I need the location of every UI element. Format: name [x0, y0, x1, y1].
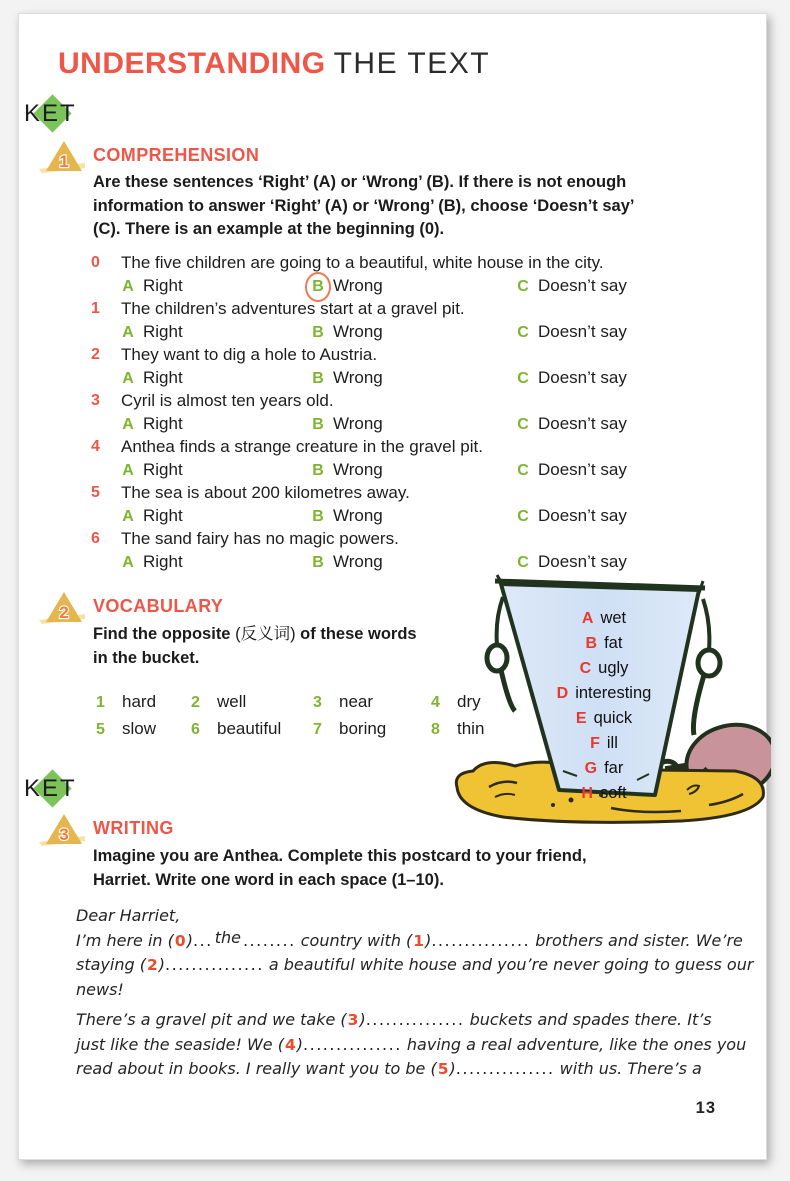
postcard-paragraph: [76, 1008, 766, 1082]
postcard: [76, 904, 766, 1088]
questions-list: [91, 251, 756, 573]
blank-dots: ...............: [431, 930, 531, 950]
bucket-item: [494, 606, 714, 631]
option-a: [121, 366, 311, 390]
option-letter: B: [312, 508, 324, 525]
option-letter: B: [312, 554, 324, 571]
blank-dots: ........: [242, 930, 296, 950]
option-label: Right: [143, 506, 183, 525]
vocab-item: [96, 719, 191, 746]
vocabulary-instruction-line: in the bucket.: [93, 648, 200, 667]
blank-number: 5: [437, 1060, 449, 1078]
question-text: The five children are going to a beautiful, white house in the city.: [121, 253, 604, 272]
question-number: 6: [91, 530, 100, 547]
postcard-text: having a real adventure, like the ones you: [401, 1034, 747, 1054]
bucket-item: [494, 781, 714, 806]
option-label: Wrong: [333, 368, 383, 387]
option-label: Wrong: [333, 460, 383, 479]
bucket-word: ill: [606, 734, 618, 752]
option-letter: A: [122, 508, 134, 525]
question-statement: [91, 435, 756, 458]
question-item: [91, 343, 756, 389]
option-letter: B: [312, 324, 324, 341]
vocab-word: near: [339, 692, 374, 711]
option-letter: A: [122, 324, 134, 341]
question-item: [91, 435, 756, 481]
bucket-letter: H: [581, 785, 593, 802]
ket-badge-bottom: [21, 769, 131, 813]
blank-number: 1: [413, 931, 425, 950]
option-letter: C: [517, 370, 529, 387]
question-options: [121, 320, 756, 344]
question-item: [91, 251, 756, 297]
option-label: Wrong: [333, 276, 383, 295]
question-statement: [91, 527, 756, 550]
instruction-line: information to answer ‘Right’ (A) or ‘Wrong’ (B), choose ‘Doesn’t say’: [93, 196, 635, 215]
vocab-item: [191, 692, 313, 719]
vocab-number: 3: [313, 694, 322, 711]
instruction-text: of these words: [295, 625, 417, 643]
option-b: [311, 412, 516, 436]
postcard-text: staying (: [76, 955, 146, 974]
vocab-item: [96, 692, 191, 719]
option-label: Doesn’t say: [538, 460, 627, 479]
question-statement: [91, 343, 756, 366]
blank-number: 3: [347, 1011, 359, 1029]
option-letter: B: [312, 416, 324, 433]
option-letter: A: [122, 416, 134, 433]
section-3-marker: [39, 811, 89, 849]
instruction-text: Find the opposite: [93, 625, 236, 643]
page-number: 13: [695, 1099, 716, 1117]
blank-number: 0: [174, 931, 186, 950]
postcard-line: [76, 1008, 766, 1033]
option-b: [311, 366, 516, 390]
book-page: [18, 13, 767, 1160]
blank-number: 4: [284, 1035, 296, 1054]
option-letter: A: [122, 554, 134, 571]
option-label: Doesn’t say: [538, 506, 627, 525]
question-item: [91, 481, 756, 527]
option-b: [311, 504, 516, 528]
option-label: Doesn’t say: [538, 414, 627, 433]
marker-number: 3: [59, 825, 69, 844]
postcard-text: ): [449, 1059, 456, 1078]
option-letter: C: [517, 278, 529, 295]
option-b: [311, 320, 516, 344]
triangle-2-icon: [39, 589, 89, 627]
chinese-gloss: (反义词): [235, 625, 296, 643]
ket-badge-top: [21, 94, 131, 138]
vocab-word: hard: [122, 692, 157, 711]
triangle-1-icon: [39, 138, 89, 176]
instruction-line: Are these sentences ‘Right’ (A) or ‘Wrong’ (B). If there is not enough: [93, 173, 627, 191]
page-title: [58, 44, 490, 84]
postcard-text: ): [359, 1010, 366, 1029]
bucket-word: soft: [599, 784, 627, 802]
postcard-paragraph: [76, 929, 766, 1003]
vocab-number: 7: [313, 721, 322, 738]
blank-number: 2: [146, 956, 158, 974]
bucket-item: [494, 681, 714, 706]
instruction-line: Imagine you are Anthea. Complete this postcard to your friend,: [93, 847, 587, 865]
vocab-word: well: [217, 692, 247, 711]
blank-dots: ...............: [455, 1059, 555, 1078]
writing-instructions: [93, 845, 743, 892]
question-item: [91, 389, 756, 435]
question-item: [91, 297, 756, 343]
vocab-item: [191, 719, 313, 746]
option-c: [516, 366, 756, 390]
bucket-item: [494, 631, 714, 656]
bucket-letter: G: [584, 760, 598, 777]
option-letter: C: [517, 324, 529, 341]
vocab-word: thin: [457, 719, 485, 738]
option-a: [121, 504, 311, 528]
section-2-marker: [39, 589, 89, 627]
postcard-text: just like the seaside! We (: [76, 1034, 284, 1054]
question-text: The children’s adventures start at a gravel pit.: [121, 299, 465, 318]
question-options: [121, 504, 756, 528]
question-text: Cyril is almost ten years old.: [121, 391, 334, 410]
comprehension-instructions: [93, 171, 758, 242]
postcard-text: read about in books. I really want you to be (: [76, 1059, 437, 1078]
postcard-text: with us. There’s a: [554, 1059, 702, 1078]
question-text: The sea is about 200 kilometres away.: [121, 483, 410, 502]
vocab-number: 1: [96, 694, 105, 711]
option-label: Right: [143, 414, 183, 433]
question-statement: [91, 481, 756, 504]
option-label: Wrong: [333, 322, 383, 341]
section-1-marker: [39, 138, 89, 176]
postcard-text: ): [296, 1034, 304, 1054]
vocab-word: beautiful: [217, 719, 282, 738]
ket-label: KET: [24, 100, 77, 127]
vocabulary-instructions: [93, 623, 503, 670]
option-letter: A: [122, 370, 134, 387]
option-label: Doesn’t say: [538, 322, 627, 341]
question-statement: [91, 389, 756, 412]
option-label: Doesn’t say: [538, 276, 627, 295]
blank-dots: ...............: [303, 1034, 402, 1054]
vocab-item: [313, 719, 431, 746]
option-c: [516, 320, 756, 344]
postcard-body: [76, 929, 766, 1082]
option-a: [121, 458, 311, 482]
bucket-word: far: [604, 759, 624, 777]
option-label: Doesn’t say: [538, 552, 627, 571]
question-options: [121, 366, 756, 390]
question-text: The sand fairy has no magic powers.: [121, 529, 399, 548]
question-number: 5: [91, 484, 100, 501]
option-letter: C: [517, 416, 529, 433]
question-number: 0: [91, 254, 100, 271]
instruction-line: Harriet. Write one word in each space (1–10).: [93, 870, 444, 889]
vocab-word: slow: [122, 719, 157, 738]
option-label: Wrong: [333, 414, 383, 433]
option-letter: B: [312, 462, 324, 479]
bucket-letter: E: [575, 710, 587, 727]
bucket-item: [494, 656, 714, 681]
bucket-word: wet: [600, 609, 627, 627]
postcard-text: There’s a gravel pit and we take (: [76, 1010, 347, 1029]
vocab-number: 2: [191, 694, 200, 711]
question-number: 2: [91, 346, 100, 363]
comprehension-heading: COMPREHENSION: [93, 145, 260, 165]
postcard-text: country with (: [295, 930, 413, 950]
option-b: [311, 458, 516, 482]
option-c: [516, 458, 756, 482]
vocab-number: 4: [431, 694, 440, 711]
writing-heading: WRITING: [93, 818, 174, 838]
bucket-letter: C: [579, 660, 592, 677]
option-label: Right: [143, 552, 183, 571]
option-label: Doesn’t say: [538, 368, 627, 387]
bucket-letter: D: [556, 685, 569, 702]
vocabulary-heading: VOCABULARY: [93, 596, 224, 616]
question-statement: [91, 251, 756, 274]
postcard-text: ): [186, 930, 193, 950]
vocab-word: dry: [457, 692, 481, 711]
option-c: [516, 412, 756, 436]
option-a: [121, 320, 311, 344]
postcard-line: [76, 929, 766, 954]
option-label: Right: [143, 276, 183, 295]
bucket-item: [494, 706, 714, 731]
option-label: Wrong: [333, 506, 383, 525]
postcard-text: ): [425, 930, 432, 950]
bucket-letter: F: [590, 735, 600, 752]
instruction-line: (C). There is an example at the beginning (0).: [93, 220, 445, 238]
postcard-line: [76, 953, 766, 978]
question-options: [121, 412, 756, 436]
option-label: Wrong: [333, 552, 383, 571]
bucket-word: ugly: [598, 659, 629, 677]
option-letter: C: [517, 554, 529, 571]
title-rest: THE TEXT: [333, 47, 491, 80]
bucket-word: fat: [604, 634, 623, 652]
option-letter: C: [517, 508, 529, 525]
question-options: [121, 458, 756, 482]
question-text: They want to dig a hole to Austria.: [121, 345, 378, 364]
option-label: Right: [143, 460, 183, 479]
example-answer: the: [214, 927, 241, 947]
vocab-word: boring: [339, 719, 387, 738]
vocabulary-instruction-line: [93, 623, 503, 647]
triangle-3-icon: [39, 811, 89, 849]
bucket-word-list: [494, 606, 714, 806]
bucket-word: interesting: [575, 684, 652, 702]
vocab-number: 6: [191, 721, 200, 738]
postcard-text: ): [158, 955, 165, 974]
option-letter: C: [517, 462, 529, 479]
option-letter: A: [122, 462, 134, 479]
blank-dots: ...............: [365, 1010, 465, 1029]
option-letter: B: [305, 272, 331, 302]
blank-dots: ...: [192, 930, 213, 950]
ket-label: KET: [24, 775, 77, 802]
option-label: Right: [143, 368, 183, 387]
postcard-line: [76, 1033, 766, 1058]
bucket-letter: A: [581, 610, 594, 627]
vocab-number: 5: [96, 721, 105, 738]
option-label: Right: [143, 322, 183, 341]
postcard-text: I’m here in (: [76, 930, 174, 950]
question-text: Anthea finds a strange creature in the gravel pit.: [121, 437, 483, 456]
option-letter: B: [312, 370, 324, 387]
postcard-text: brothers and sister. We’re: [530, 930, 743, 950]
title-highlight: UNDERSTANDING: [58, 47, 326, 80]
postcard-salutation: Dear Harriet,: [76, 906, 181, 925]
postcard-text: a beautiful white house and you’re never going to guess our: [263, 955, 754, 974]
option-letter: A: [122, 278, 134, 295]
postcard-text: buckets and spades there. It’s: [464, 1010, 712, 1029]
question-number: 4: [91, 438, 100, 455]
bucket-item: [494, 731, 714, 756]
marker-number: 1: [59, 152, 69, 171]
option-a: [121, 550, 311, 574]
option-c: [516, 504, 756, 528]
postcard-line: [76, 978, 766, 1003]
option-a: [121, 412, 311, 436]
bucket-letter: B: [585, 635, 598, 652]
question-number: 1: [91, 300, 100, 317]
bucket-word: quick: [593, 709, 633, 727]
postcard-line: [76, 1057, 766, 1082]
bucket-item: [494, 756, 714, 781]
marker-number: 2: [59, 603, 69, 622]
postcard-text: news!: [76, 979, 124, 999]
question-number: 3: [91, 392, 100, 409]
question-statement: [91, 297, 756, 320]
blank-dots: ...............: [165, 955, 264, 974]
vocab-number: 8: [431, 721, 440, 738]
vocab-item: [313, 692, 431, 719]
